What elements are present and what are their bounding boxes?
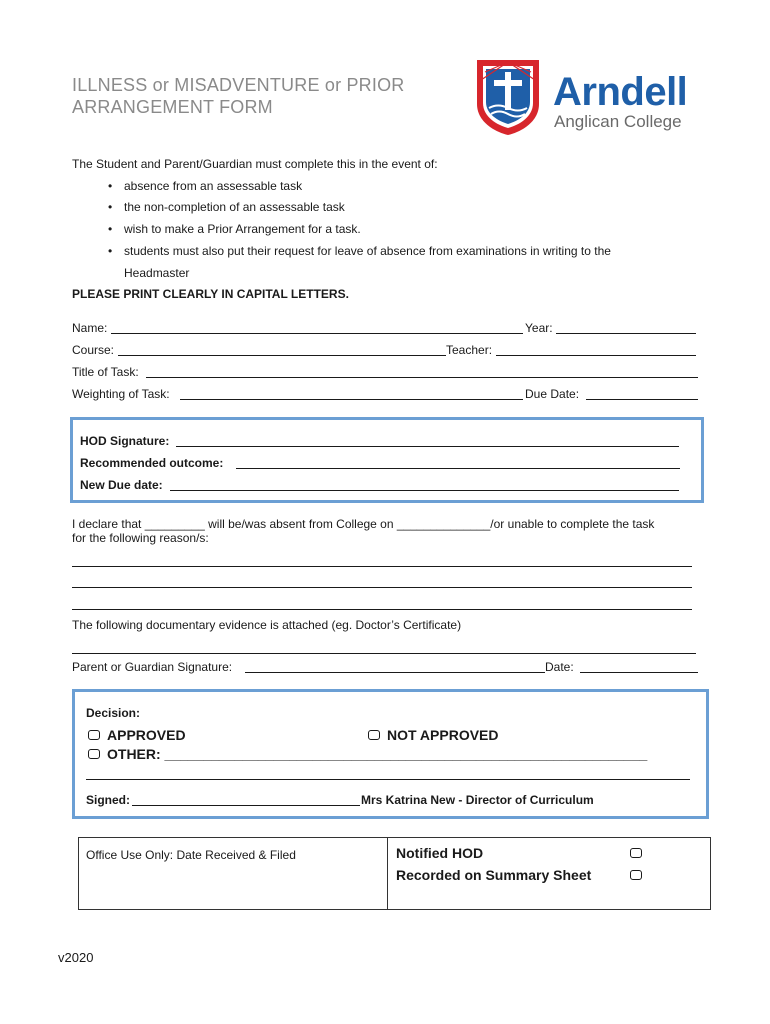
new-due-date-label: New Due date: bbox=[80, 478, 163, 492]
course-label: Course: bbox=[72, 343, 115, 357]
reason-line-1[interactable] bbox=[72, 566, 692, 567]
recommended-outcome-label: Recommended outcome: bbox=[80, 456, 224, 470]
other-checkbox[interactable] bbox=[88, 749, 100, 759]
parent-signature-field[interactable] bbox=[245, 672, 545, 673]
signer-name: Mrs Katrina New - Director of Curriculum bbox=[361, 793, 594, 807]
print-notice: PLEASE PRINT CLEARLY IN CAPITAL LETTERS. bbox=[72, 287, 349, 301]
notified-hod-label: Notified HOD bbox=[396, 845, 484, 861]
weighting-label: Weighting of Task: bbox=[72, 387, 170, 401]
form-title-line1: ILLNESS or MISADVENTURE or PRIOR bbox=[72, 75, 405, 95]
recommended-outcome-field[interactable] bbox=[236, 468, 680, 469]
bullet-item-continuation: Headmaster bbox=[124, 266, 190, 280]
teacher-label: Teacher: bbox=[446, 343, 493, 357]
declaration-line1: I declare that _________ will be/was absent from College on ______________/or unable to complete the task bbox=[72, 517, 655, 531]
evidence-text: The following documentary evidence is attached (eg. Doctor’s Certificate) bbox=[72, 618, 462, 632]
course-field[interactable] bbox=[118, 355, 446, 356]
form-title-line2: ARRANGEMENT FORM bbox=[72, 97, 273, 117]
other-label: OTHER: ______________________________________________________________ bbox=[107, 746, 648, 762]
approved-checkbox[interactable] bbox=[88, 730, 100, 740]
logo-name: Arndell bbox=[553, 70, 688, 114]
reason-line-3[interactable] bbox=[72, 609, 692, 610]
reason-line-2[interactable] bbox=[72, 587, 692, 588]
bullet-icon: • bbox=[108, 179, 113, 193]
decision-heading: Decision: bbox=[86, 706, 141, 720]
recorded-summary-checkbox[interactable] bbox=[630, 870, 642, 880]
logo-subtitle: Anglican College bbox=[554, 112, 682, 131]
due-date-field[interactable] bbox=[586, 399, 698, 400]
parent-date-field[interactable] bbox=[580, 672, 698, 673]
bullet-icon: • bbox=[108, 222, 113, 236]
approved-label: APPROVED bbox=[107, 727, 186, 743]
bullet-item: the non-completion of an assessable task bbox=[124, 200, 345, 214]
task-title-label: Title of Task: bbox=[72, 365, 139, 379]
other-line[interactable] bbox=[86, 779, 690, 780]
bullet-icon: • bbox=[108, 200, 113, 214]
office-divider bbox=[387, 837, 388, 910]
weighting-field[interactable] bbox=[180, 399, 523, 400]
signed-field[interactable] bbox=[132, 805, 360, 806]
due-date-label: Due Date: bbox=[525, 387, 580, 401]
bullet-icon: • bbox=[108, 244, 113, 258]
bullet-item: wish to make a Prior Arrangement for a task. bbox=[124, 222, 361, 236]
version-label: v2020 bbox=[58, 950, 94, 965]
new-due-date-field[interactable] bbox=[170, 490, 679, 491]
name-field[interactable] bbox=[111, 333, 523, 334]
teacher-field[interactable] bbox=[496, 355, 696, 356]
bullet-item: absence from an assessable task bbox=[124, 179, 303, 193]
bullet-item: students must also put their request for leave of absence from examinations in writing to the bbox=[124, 244, 611, 258]
task-title-field[interactable] bbox=[146, 377, 698, 378]
recorded-summary-label: Recorded on Summary Sheet bbox=[396, 867, 592, 883]
not-approved-label: NOT APPROVED bbox=[387, 727, 499, 743]
declaration-line2: for the following reason/s: bbox=[72, 531, 209, 545]
signed-label: Signed: bbox=[86, 793, 130, 807]
parent-date-label: Date: bbox=[545, 660, 574, 674]
office-use-label: Office Use Only: Date Received & Filed bbox=[86, 848, 296, 862]
parent-signature-label: Parent or Guardian Signature: bbox=[72, 660, 233, 674]
hod-signature-field[interactable] bbox=[176, 446, 679, 447]
college-crest-icon bbox=[475, 58, 541, 136]
hod-signature-label: HOD Signature: bbox=[80, 434, 170, 448]
not-approved-checkbox[interactable] bbox=[368, 730, 380, 740]
year-field[interactable] bbox=[556, 333, 696, 334]
evidence-line[interactable] bbox=[72, 653, 696, 654]
form-title bbox=[72, 74, 404, 118]
notified-hod-checkbox[interactable] bbox=[630, 848, 642, 858]
year-label: Year: bbox=[525, 321, 553, 335]
name-label: Name: bbox=[72, 321, 108, 335]
intro-text: The Student and Parent/Guardian must complete this in the event of: bbox=[72, 157, 438, 171]
